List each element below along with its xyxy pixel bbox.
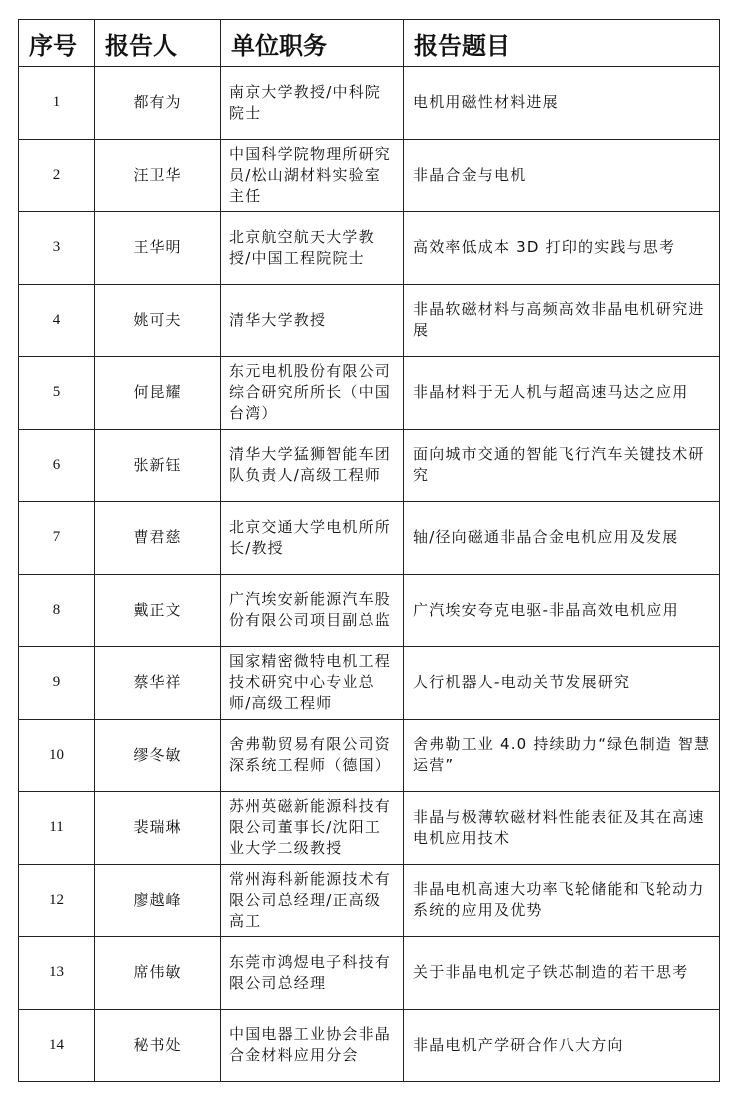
row-number: 9 (19, 647, 95, 720)
speaker-name: 何昆耀 (95, 357, 221, 430)
speaker-name: 张新钰 (95, 429, 221, 502)
speaker-name: 席伟敏 (95, 937, 221, 1010)
speaker-affiliation: 东莞市鸿煜电子科技有限公司总经理 (221, 937, 404, 1010)
speaker-name: 秘书处 (95, 1009, 221, 1082)
speaker-name: 廖越峰 (95, 864, 221, 937)
row-number: 8 (19, 574, 95, 647)
speaker-name: 戴正文 (95, 574, 221, 647)
row-number: 2 (19, 139, 95, 212)
speaker-name: 缪冬敏 (95, 719, 221, 792)
row-number: 6 (19, 429, 95, 502)
speaker-affiliation: 中国电器工业协会非晶合金材料应用分会 (221, 1009, 404, 1082)
speaker-affiliation: 国家精密微特电机工程技术研究中心专业总师/高级工程师 (221, 647, 404, 720)
table-header (19, 20, 720, 67)
row-number: 12 (19, 864, 95, 937)
table-row (19, 284, 720, 357)
row-number: 1 (19, 67, 95, 140)
speaker-name: 蔡华祥 (95, 647, 221, 720)
table-row (19, 67, 720, 140)
speaker-affiliation: 中国科学院物理所研究员/松山湖材料实验室主任 (221, 139, 404, 212)
table-row (19, 574, 720, 647)
report-topic: 广汽埃安夸克电驱-非晶高效电机应用 (404, 574, 720, 647)
table-body (19, 67, 720, 1082)
report-topic: 面向城市交通的智能飞行汽车关键技术研究 (404, 429, 720, 502)
speaker-affiliation: 北京航空航天大学教授/中国工程院院士 (221, 212, 404, 285)
row-number: 7 (19, 502, 95, 575)
header-row (19, 20, 720, 67)
table-row (19, 1009, 720, 1082)
table-row (19, 212, 720, 285)
report-topic: 人行机器人-电动关节发展研究 (404, 647, 720, 720)
speaker-affiliation: 苏州英磁新能源科技有限公司董事长/沈阳工业大学二级教授 (221, 792, 404, 865)
header-speaker: 报告人 (95, 20, 221, 67)
row-number: 13 (19, 937, 95, 1010)
header-topic: 报告题目 (404, 20, 720, 67)
row-number: 4 (19, 284, 95, 357)
report-topic: 非晶电机高速大功率飞轮储能和飞轮动力系统的应用及优势 (404, 864, 720, 937)
table-row (19, 864, 720, 937)
report-topic: 舍弗勒工业 4.0 持续助力“绿色制造 智慧运营” (404, 719, 720, 792)
row-number: 3 (19, 212, 95, 285)
speaker-affiliation: 清华大学教授 (221, 284, 404, 357)
report-topic: 非晶与极薄软磁材料性能表征及其在高速电机应用技术 (404, 792, 720, 865)
row-number: 14 (19, 1009, 95, 1082)
speaker-name: 曹君慈 (95, 502, 221, 575)
header-no: 序号 (19, 20, 95, 67)
report-topic: 非晶软磁材料与高频高效非晶电机研究进展 (404, 284, 720, 357)
speaker-name: 汪卫华 (95, 139, 221, 212)
speaker-name: 姚可夫 (95, 284, 221, 357)
row-number: 10 (19, 719, 95, 792)
report-topic: 电机用磁性材料进展 (404, 67, 720, 140)
speaker-name: 都有为 (95, 67, 221, 140)
report-topic: 高效率低成本 3D 打印的实践与思考 (404, 212, 720, 285)
row-number: 5 (19, 357, 95, 430)
header-org: 单位职务 (221, 20, 404, 67)
speaker-affiliation: 东元电机股份有限公司综合研究所所长（中国台湾） (221, 357, 404, 430)
speaker-name: 王华明 (95, 212, 221, 285)
speaker-affiliation: 北京交通大学电机所所长/教授 (221, 502, 404, 575)
table-row (19, 429, 720, 502)
speaker-affiliation: 南京大学教授/中科院院士 (221, 67, 404, 140)
speaker-affiliation: 广汽埃安新能源汽车股份有限公司项目副总监 (221, 574, 404, 647)
report-topic: 非晶合金与电机 (404, 139, 720, 212)
table-row (19, 937, 720, 1010)
speaker-affiliation: 常州海科新能源技术有限公司总经理/正高级高工 (221, 864, 404, 937)
report-topic: 非晶电机产学研合作八大方向 (404, 1009, 720, 1082)
speaker-schedule-table (18, 19, 720, 1082)
speaker-affiliation: 舍弗勒贸易有限公司资深系统工程师（德国） (221, 719, 404, 792)
table-row (19, 719, 720, 792)
report-topic: 非晶材料于无人机与超高速马达之应用 (404, 357, 720, 430)
report-topic: 关于非晶电机定子铁芯制造的若干思考 (404, 937, 720, 1010)
report-topic: 轴/径向磁通非晶合金电机应用及发展 (404, 502, 720, 575)
table-row (19, 502, 720, 575)
row-number: 11 (19, 792, 95, 865)
speaker-affiliation: 清华大学猛狮智能车团队负责人/高级工程师 (221, 429, 404, 502)
speaker-name: 裴瑞琳 (95, 792, 221, 865)
table-row (19, 647, 720, 720)
table-row (19, 357, 720, 430)
table-row (19, 139, 720, 212)
table-row (19, 792, 720, 865)
